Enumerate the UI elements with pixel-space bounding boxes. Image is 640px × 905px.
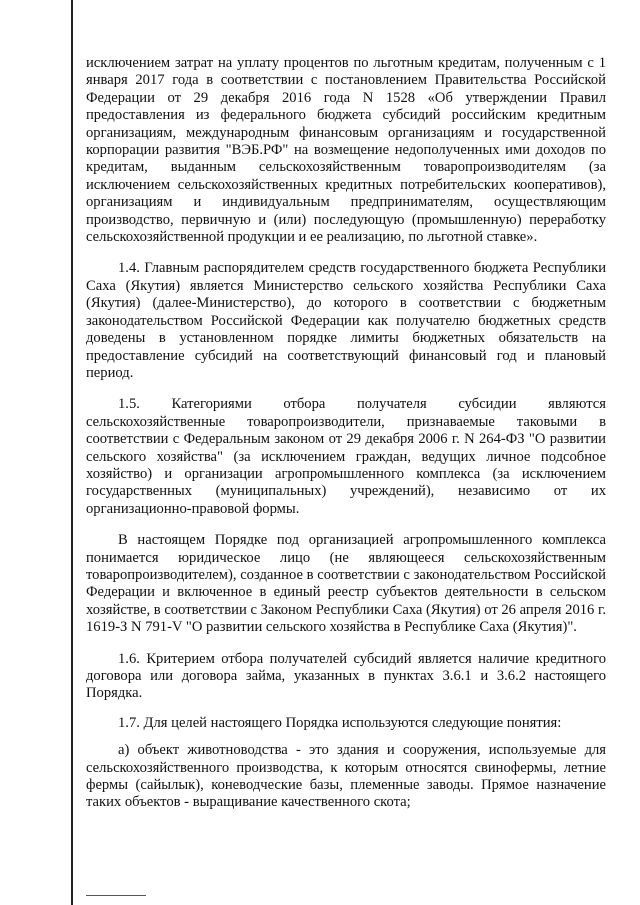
document-page	[86, 55, 606, 812]
scan-left-edge-line	[71, 0, 73, 905]
paragraph-1-7: 1.7. Для целей настоящего Порядка используются следующие понятия:	[118, 714, 562, 731]
paragraph-item-a: а) объект животноводства - это здания и сооружения, используемые для сельскохозяйственного производства, к которым относятся свинофермы, летние фермы (сайылык), коневодческие базы, племенные заводы. Прямое назначение таких объектов - выращивание качественного скота;	[86, 742, 606, 811]
paragraph-agro-organization: В настоящем Порядке под организацией агропромышленного комплекса понимается юридическое лицо (не являющееся сельскохозяйственным товаропроизводителем), созданное в соответствии с законодательством Российской Федерации и включенное в единый реестр субъектов деятельности в сельском хозяйстве, в соответствии с Законом Республики Саха (Якутия) от 26 апреля 2016 г. 1619-З N 791-V "О развитии сельского хозяйства в Республике Саха (Якутия)".	[86, 532, 606, 636]
paragraph-1-5: 1.5. Категориями отбора получателя субсидии являются сельскохозяйственные товаропроизводители, признаваемые таковыми в соответствии с Федеральным законом от 29 декабря 2006 г. N 264-ФЗ "О развитии сельского хозяйства" (за исключением граждан, ведущих личное подсобное хозяйство) и организации агропромышленного комплекса (за исключением государственных (муниципальных) учреждений), независимо от их организационно-правовой формы.	[86, 396, 606, 517]
paragraph-1-4: 1.4. Главным распорядителем средств государственного бюджета Республики Саха (Якутия) является Министерство сельского хозяйства Республики Саха (Якутия) (далее-Министерство), до которого в соответствии с бюджетным законодательством Российской Федерации как получателю бюджетных средств доведены в установленном порядке лимиты бюджетных обязательств на предоставление субсидий на соответствующий финансовый год и плановый период.	[86, 260, 606, 381]
paragraph-1-6: 1.6. Критерием отбора получателей субсидий является наличие кредитного договора или договора займа, указанных в пунктах 3.6.1 и 3.6.2 настоящего Порядка.	[86, 650, 606, 702]
footer-rule	[86, 895, 146, 896]
paragraph-continuation: исключением затрат на уплату процентов по льготным кредитам, полученным с 1 января 2017 года в соответствии с постановлением Правительства Российской Федерации от 29 декабря 2016 года N 1528 «Об утверждении Правил предоставления из федерального бюджета субсидий российским кредитным организациям, международным финансовым организациям и государственной корпорации развития "ВЭБ.РФ" на возмещение недополученных ими доходов по кредитам, выданным сельскохозяйственным товаропроизводителям (за исключением сельскохозяйственных кредитных потребительских кооперативов), организациям и индивидуальным предпринимателям, осуществляющим производство, первичную и (или) последующую (промышленную) переработку сельскохозяйственной продукции и ее реализацию, по льготной ставке».	[86, 55, 606, 246]
